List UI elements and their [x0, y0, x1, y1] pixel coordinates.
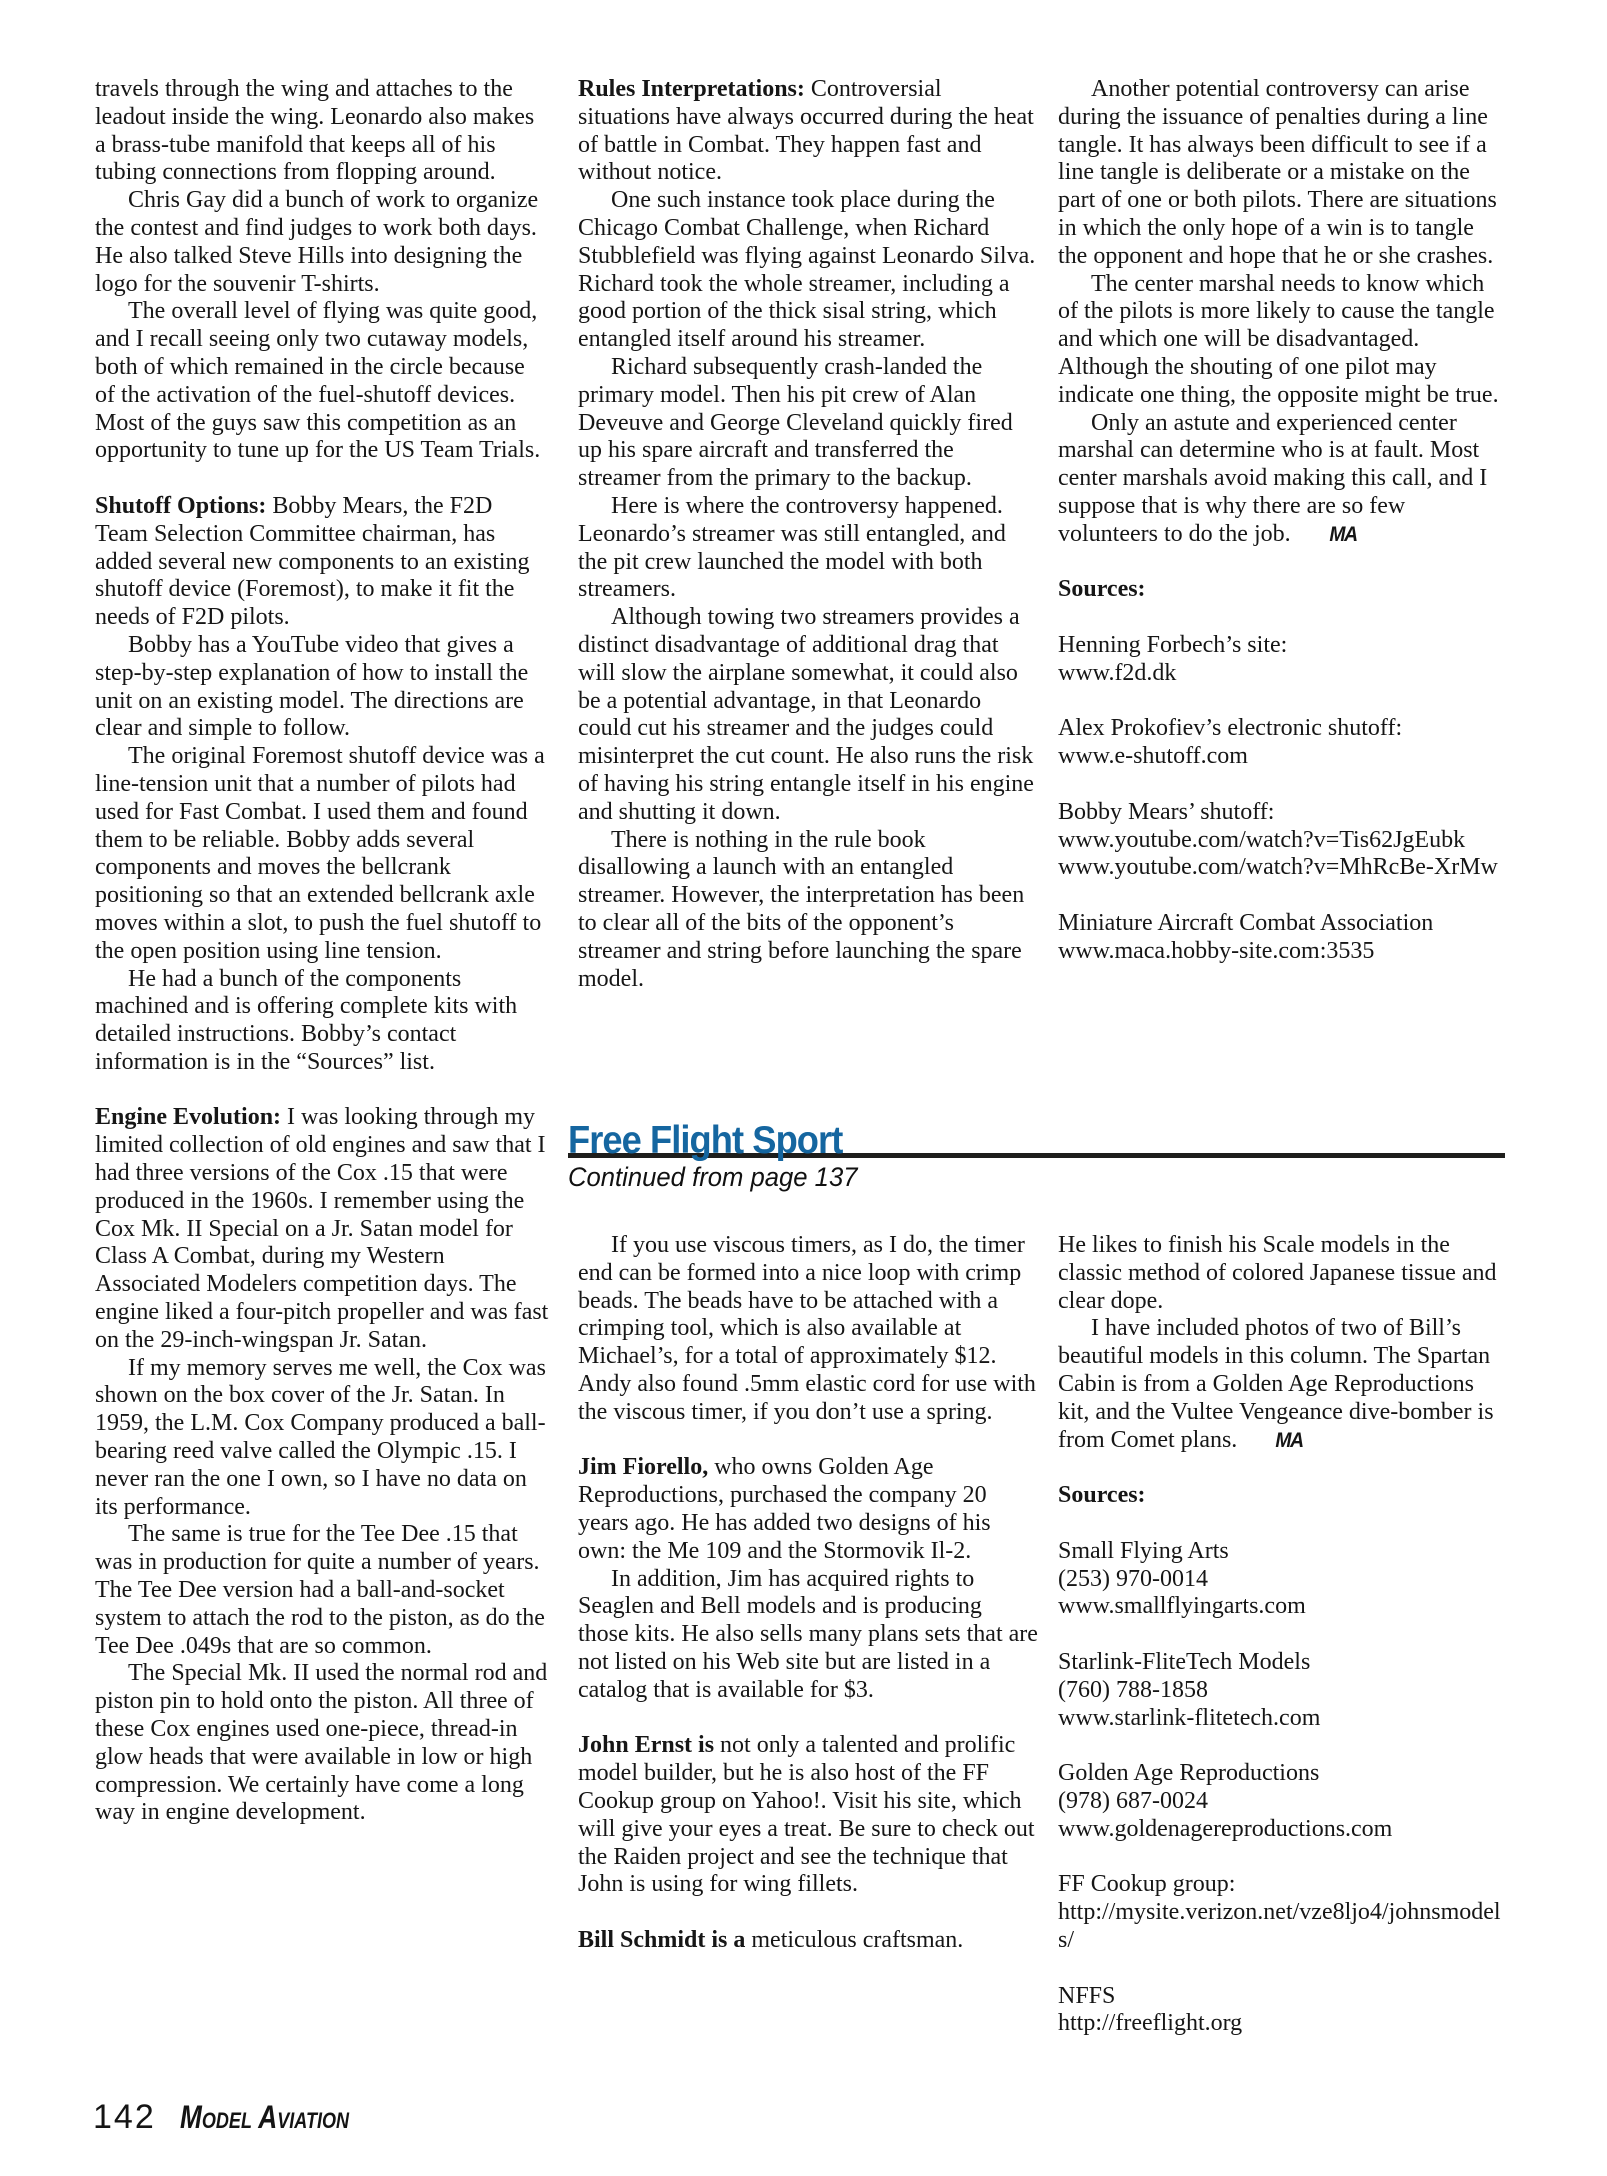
paragraph-text: Sources: — [1058, 1482, 1146, 1509]
column-right-bottom — [1058, 1232, 1508, 2038]
sources-subheading — [1058, 576, 1508, 604]
paragraph-text: He had a bunch of the components machined and is offering complete kits with detailed instructions. Bobby’s contact information is in the “Sources” list. — [95, 965, 518, 1075]
section-title: Free Flight Sport — [568, 1119, 843, 1162]
paragraph-text: Another potential controversy can arise during the issuance of penalties during a line tangle. It has always been difficult to see if a line tangle is deliberate or a mistake on the part of one or both pilots. There are situations in which the only hope of a win is to tangle the opponent and hope that he or she crashes. — [1058, 76, 1497, 269]
source-line: Henning Forbech’s site: — [1058, 631, 1288, 658]
paragraph — [578, 604, 1038, 826]
source-line: http://mysite.verizon.net/vze8ljo4/johnsmodels/ — [1058, 1899, 1501, 1953]
source-entry — [1058, 1871, 1508, 1954]
source-line: www.f2d.dk — [1058, 659, 1177, 686]
source-line: www.starlink-flitetech.com — [1058, 1704, 1321, 1731]
source-entry — [1058, 1538, 1508, 1621]
section-continued-note: Continued from page 137 — [568, 1162, 858, 1192]
source-line: Bobby Mears’ shutoff: — [1058, 798, 1275, 825]
paragraph — [578, 1232, 1038, 1427]
source-line: www.goldenagereproductions.com — [1058, 1815, 1393, 1842]
paragraph-text: One such instance took place during the Chicago Combat Challenge, when Richard Stubblefield was flying against Leonardo Silva. Richard took the whole streamer, including a good portion of the thick sisal string, which entangled itself around his streamer. — [578, 187, 1036, 353]
paragraph — [578, 354, 1038, 493]
paragraph-lead: Engine Evolution: — [95, 1104, 288, 1131]
source-line: (978) 687-0024 — [1058, 1787, 1208, 1814]
paragraph-text: There is nothing in the rule book disallowing a launch with an entangled streamer. However, the interpretation has been to clear all of the bits of the opponent’s streamer and string before launching the spare model. — [578, 826, 1025, 992]
source-line: Golden Age Reproductions — [1058, 1760, 1320, 1787]
source-entry — [1058, 1760, 1508, 1843]
paragraph — [578, 1454, 1038, 1565]
source-line: Miniature Aircraft Combat Association — [1058, 909, 1434, 936]
paragraph-text: Although towing two streamers provides a distinct disadvantage of additional drag that will slow the airplane somewhat, it could also be a potential advantage, in that Leonardo could cut his streamer and the judges could misinterpret the cut count. He also runs the risk of having his string entangle itself in his engine and shutting it down. — [578, 604, 1034, 825]
source-line: NFFS — [1058, 1982, 1116, 2009]
sources-subheading — [1058, 1482, 1508, 1510]
paragraph — [95, 76, 550, 187]
source-entry — [1058, 910, 1508, 966]
paragraph-text: If you use viscous timers, as I do, the timer end can be formed into a nice loop with crimp beads. The beads have to be attached with a crimping tool, which is also available at Michael’s, for a total of approximately $12. Andy also found .5mm elastic cord for use with the viscous timer, if you don’t use a spring. — [578, 1232, 1036, 1425]
paragraph — [1058, 1232, 1508, 1315]
source-entry — [1058, 632, 1508, 688]
paragraph-lead: John Ernst is — [578, 1732, 721, 1759]
page-number: 142 — [93, 2098, 156, 2136]
paragraph-lead: Shutoff Options: — [95, 492, 273, 519]
source-line: FF Cookup group: — [1058, 1871, 1236, 1898]
source-line: Alex Prokofiev’s electronic shutoff: — [1058, 715, 1403, 742]
paragraph-text: Sources: — [1058, 576, 1146, 603]
paragraph-text: I have included photos of two of Bill’s beautiful models in this column. The Spartan Cabin is from a Golden Age Reproductions kit, and the Vultee Vengeance dive-bomber is from Comet plans. — [1058, 1315, 1494, 1453]
paragraph — [95, 187, 550, 298]
paragraph — [95, 493, 550, 632]
paragraph-text: The same is true for the Tee Dee .15 that was in production for quite a number of years. The Tee Dee version had a ball-and-socket system to attach the rod to the piston, as do the Tee Dee .049s that are so common. — [95, 1521, 545, 1659]
paragraph-text: The Special Mk. II used the normal rod and piston pin to hold onto the piston. All three of these Cox engines used one-piece, thread-in glow heads that were available in low or high compression. We certainly have come a long way in engine development. — [95, 1660, 548, 1826]
source-line: www.youtube.com/watch?v=MhRcBe-XrMw — [1058, 854, 1498, 881]
paragraph — [1058, 271, 1508, 410]
paragraph-text: Chris Gay did a bunch of work to organize the contest and find judges to work both days. He also talked Steve Hills into designing the logo for the souvenir T-shirts. — [95, 187, 539, 297]
source-line: (253) 970-0014 — [1058, 1565, 1208, 1592]
paragraph — [1058, 1315, 1508, 1454]
paragraph — [578, 493, 1038, 604]
paragraph-text: Bobby Mears, the F2D Team Selection Committee chairman, has added several new components to an existing shutoff device (Foremost), to make it fit the needs of F2D pilots. — [95, 492, 530, 631]
source-line: www.maca.hobby-site.com:3535 — [1058, 937, 1375, 964]
paragraph-text: not only a talented and prolific model builder, but he is also host of the FF Cookup group on Yahoo!. Visit his site, which will give your eyes a treat. Be sure to check out the Raiden project and see the technique that John is using for wing fillets. — [578, 1732, 1035, 1898]
paragraph-text: Controversial situations have always occurred during the heat of battle in Combat. They happen fast and without notice. — [578, 76, 1034, 186]
paragraph-text: I was looking through my limited collection of old engines and saw that I had three versions of the Cox .15 that were produced in the 1960s. I remember using the Cox Mk. II Special on a Jr. Satan model for Class A Combat, during my Western Associated Modelers competition days. The engine liked a four-pitch propeller and was fast on the 29-inch-wingspan Jr. Satan. — [95, 1104, 549, 1353]
column-left — [95, 76, 550, 1827]
source-line: Starlink-FliteTech Models — [1058, 1648, 1311, 1675]
source-line: Small Flying Arts — [1058, 1537, 1229, 1564]
paragraph-lead: Rules Interpretations: — [578, 76, 811, 102]
paragraph — [578, 187, 1038, 354]
paragraph — [95, 632, 550, 743]
paragraph — [578, 827, 1038, 994]
source-line: www.youtube.com/watch?v=Tis62JgEubk — [1058, 826, 1466, 853]
source-line: (760) 788-1858 — [1058, 1676, 1208, 1703]
paragraph — [95, 1521, 550, 1660]
column-right-top — [1058, 76, 1508, 966]
paragraph — [95, 1355, 550, 1522]
paragraph-text: He likes to finish his Scale models in the classic method of colored Japanese tissue and clear dope. — [1058, 1232, 1497, 1314]
paragraph-text: Bobby has a YouTube video that gives a step-by-step explanation of how to install the unit on an existing model. The directions are clear and simple to follow. — [95, 631, 529, 742]
source-entry — [1058, 1983, 1508, 2039]
paragraph-text: Richard subsequently crash-landed the primary model. Then his pit crew of Alan Deveuve and George Cleveland quickly fired up his spare aircraft and transferred the streamer from the primary to the backup. — [578, 353, 1013, 492]
paragraph — [578, 1566, 1038, 1705]
paragraph-text: Only an astute and experienced center marshal can determine who is at fault. Most center marshals avoid making this call, and I suppose that is why there are so few volunteers to do the job. — [1058, 409, 1488, 547]
paragraph — [1058, 410, 1508, 549]
paragraph-lead: Bill Schmidt is a — [578, 1926, 752, 1953]
paragraph-text: The original Foremost shutoff device was a line-tension unit that a number of pilots had used for Fast Combat. I used them and found them to be reliable. Bobby adds several components and moves the bellcrank positioning so that an extended bellcrank axle moves within a slot, to push the fuel shutoff to the open position using line tension. — [95, 743, 545, 964]
paragraph — [95, 743, 550, 965]
paragraph — [95, 1660, 550, 1827]
paragraph-text: meticulous craftsman. — [751, 1926, 964, 1953]
source-entry — [1058, 799, 1508, 882]
paragraph — [578, 1732, 1038, 1899]
page-footer — [93, 2098, 386, 2137]
source-line: www.e-shutoff.com — [1058, 743, 1248, 770]
source-line: http://freeflight.org — [1058, 2010, 1243, 2037]
paragraph-text: In addition, Jim has acquired rights to Seaglen and Bell models and is producing those kits. He also sells many plans sets that are not listed on his Web site but are listed in a catalog that is available for $3. — [578, 1565, 1038, 1703]
paragraph-text: If my memory serves me well, the Cox was shown on the box cover of the Jr. Satan. In 1959, the L.M. Cox Company produced a ball-bearing reed valve called the Olympic .15. I never ran the one I own, so I have no data on its performance. — [95, 1354, 546, 1520]
section-header — [568, 1119, 1505, 1192]
paragraph — [95, 1104, 550, 1354]
paragraph — [95, 298, 550, 465]
source-line: www.smallflyingarts.com — [1058, 1593, 1306, 1620]
ma-end-marker-icon: MA — [1329, 522, 1357, 546]
paragraph — [578, 76, 1038, 187]
column-middle-bottom — [578, 1232, 1038, 1955]
source-entry — [1058, 715, 1508, 771]
paragraph — [95, 966, 550, 1077]
source-entry — [1058, 1649, 1508, 1732]
paragraph-text: Here is where the controversy happened. Leonardo’s streamer was still entangled, and the pit crew launched the model with both streamers. — [578, 492, 1006, 603]
paragraph-text: travels through the wing and attaches to the leadout inside the wing. Leonardo also makes a brass-tube manifold that keeps all of his tubing connections from flopping around. — [95, 76, 535, 186]
paragraph — [1058, 76, 1508, 271]
paragraph-lead: Jim Fiorello, — [578, 1454, 715, 1481]
paragraph-text: The center marshal needs to know which of the pilots is more likely to cause the tangle and which one will be disadvantaged. Although the shouting of one pilot may indicate one thing, the opposite might be true. — [1058, 270, 1499, 408]
paragraph-text: The overall level of flying was quite good, and I recall seeing only two cutaway models, both of which remained in the circle because of the activation of the fuel-shutoff devices. Most of the guys saw this competition as an opportunity to tune up for the US Team Trials. — [95, 298, 541, 464]
column-middle-top — [578, 76, 1038, 993]
ma-end-marker-icon: MA — [1275, 1428, 1303, 1452]
paragraph-text: who owns Golden Age Reproductions, purchased the company 20 years ago. He has added two designs of his own: the Me 109 and the Stormovik Il-2. — [578, 1454, 991, 1564]
paragraph — [578, 1927, 1038, 1955]
magazine-logo: Model Aviation — [179, 2099, 349, 2135]
